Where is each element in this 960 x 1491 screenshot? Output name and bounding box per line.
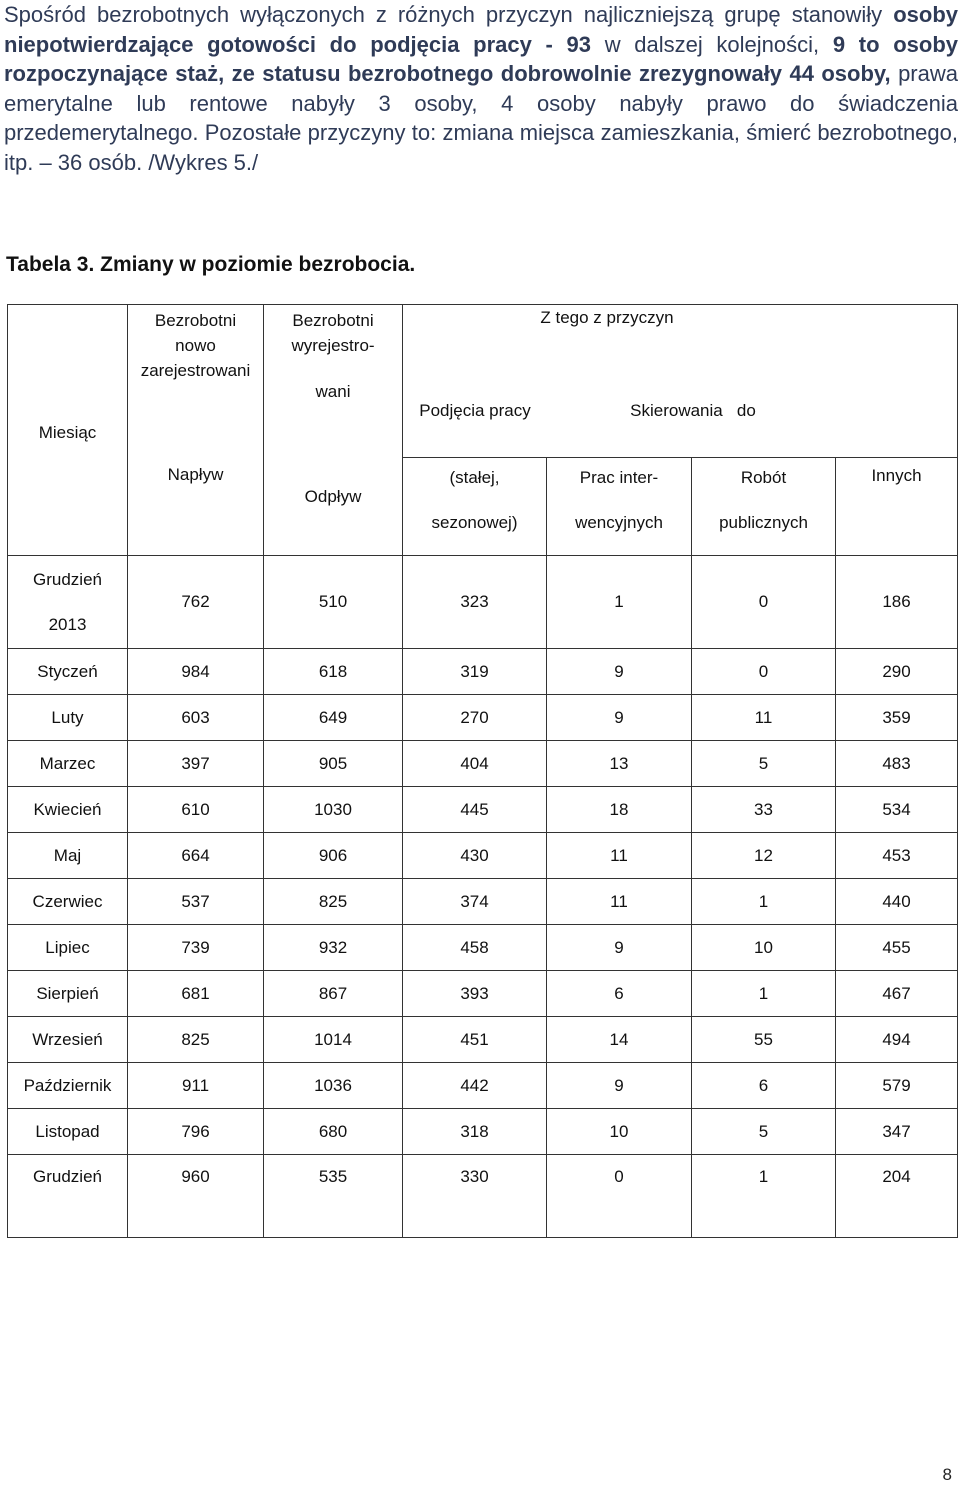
value-cell: 55: [692, 1017, 836, 1063]
month-cell: Czerwiec: [8, 879, 128, 925]
header-z-tego-label: Z tego z przyczyn: [540, 308, 674, 327]
header-robot: [692, 457, 836, 556]
header-prac-line2: wencyjnych: [575, 512, 663, 532]
page-number: 8: [942, 1465, 952, 1484]
value-cell: 825: [128, 1017, 264, 1063]
value-cell: 610: [128, 787, 264, 833]
table-row: [8, 1063, 958, 1109]
table-row: [8, 787, 958, 833]
header-robot-line1: Robót: [740, 467, 787, 487]
value-cell: 0: [692, 556, 836, 649]
value-cell: 323: [403, 556, 547, 649]
header-prac-line1: Prac inter-: [579, 467, 659, 487]
table-row: [8, 971, 958, 1017]
header-wyrej: [264, 305, 403, 458]
value-cell: 579: [836, 1063, 958, 1109]
value-cell: 1: [692, 879, 836, 925]
value-cell: 5: [692, 741, 836, 787]
header-odplyw-label: Odpływ: [304, 487, 362, 506]
value-cell: 430: [403, 833, 547, 879]
value-cell: 867: [264, 971, 403, 1017]
value-cell: 9: [547, 925, 692, 971]
value-cell: 14: [547, 1017, 692, 1063]
value-cell: 1030: [264, 787, 403, 833]
header-nowo: [128, 305, 264, 458]
value-cell: 9: [547, 1063, 692, 1109]
table-row: [8, 879, 958, 925]
paragraph-bold-1: osoby niepotwierdzające gotowości do podjęcia pracy - 93: [4, 2, 958, 57]
value-cell: 618: [264, 649, 403, 695]
value-cell: 984: [128, 649, 264, 695]
value-cell: 442: [403, 1063, 547, 1109]
value-cell: 318: [403, 1109, 547, 1155]
value-cell: 347: [836, 1109, 958, 1155]
header-prac: [547, 457, 692, 556]
month-cell: Luty: [8, 695, 128, 741]
value-cell: 33: [692, 787, 836, 833]
value-cell: 664: [128, 833, 264, 879]
value-cell: 12: [692, 833, 836, 879]
value-cell: 681: [128, 971, 264, 1017]
header-miesiac: [8, 305, 128, 458]
month-cell: Październik: [8, 1063, 128, 1109]
table-row: [8, 1155, 958, 1238]
month-cell: Grudzień: [8, 1155, 128, 1238]
intro-paragraph: [4, 0, 958, 177]
paragraph-text-3: prawa emerytalne lub rentowe nabyły 3 osoby, 4 osoby nabyły prawo do świadczenia przedemerytalnego. Pozostałe przyczyny to: zmiana miejsca zamieszkania, śmierć bezrobotnego, itp. – 36 osób. /Wykres 5./: [4, 61, 958, 175]
value-cell: 290: [836, 649, 958, 695]
table-row: [8, 649, 958, 695]
table-row: [8, 833, 958, 879]
header-wyrej-line3: wani: [315, 382, 351, 401]
value-cell: 9: [547, 695, 692, 741]
month-cell: [8, 556, 128, 649]
paragraph-text-1: Spośród bezrobotnych wyłączonych z różnych przyczyn najliczniejszą grupę stanowiły: [4, 2, 894, 27]
header-z-tego: [403, 305, 958, 458]
value-cell: 905: [264, 741, 403, 787]
header-row-1: [8, 305, 958, 458]
table-row: [8, 925, 958, 971]
value-cell: 270: [403, 695, 547, 741]
value-cell: 906: [264, 833, 403, 879]
header-wyrej-line2: wyrejestro-: [291, 336, 375, 355]
table-row: [8, 1017, 958, 1063]
value-cell: 11: [547, 879, 692, 925]
header-naplyw-label: Napływ: [167, 465, 224, 484]
month-cell: Listopad: [8, 1109, 128, 1155]
value-cell: 510: [264, 556, 403, 649]
value-cell: 11: [547, 833, 692, 879]
header-miesiac-blank: [8, 457, 128, 556]
value-cell: 455: [836, 925, 958, 971]
paragraph-bold-2: 9 to osoby rozpoczynające staż, ze statusu bezrobotnego dobrowolnie zrezygnowały 44 osoby,: [4, 31, 958, 86]
value-cell: 932: [264, 925, 403, 971]
month-cell: Marzec: [8, 741, 128, 787]
value-cell: 680: [264, 1109, 403, 1155]
value-cell: 467: [836, 971, 958, 1017]
value-cell: 6: [692, 1063, 836, 1109]
month-line2: 2013: [48, 615, 87, 634]
value-cell: 18: [547, 787, 692, 833]
month-cell: Wrzesień: [8, 1017, 128, 1063]
value-cell: 186: [836, 556, 958, 649]
header-nowo-line3: zarejestrowani: [140, 361, 251, 380]
value-cell: 1: [547, 556, 692, 649]
header-innych-label: Innych: [871, 465, 922, 485]
table-caption: Tabela 3. Zmiany w poziomie bezrobocia.: [6, 253, 416, 276]
value-cell: 494: [836, 1017, 958, 1063]
header-nowo-line1: Bezrobotni: [154, 311, 237, 330]
value-cell: 393: [403, 971, 547, 1017]
header-podjecia-label: Podjęcia pracy: [419, 401, 531, 420]
header-stalej-line2: sezonowej): [431, 512, 518, 532]
value-cell: 10: [547, 1109, 692, 1155]
value-cell: 458: [403, 925, 547, 971]
value-cell: 359: [836, 695, 958, 741]
header-naplyw: [128, 457, 264, 556]
value-cell: 13: [547, 741, 692, 787]
header-skierowania-label: Skierowania: [630, 401, 723, 420]
month-cell: Sierpień: [8, 971, 128, 1017]
value-cell: 796: [128, 1109, 264, 1155]
header-robot-line2: publicznych: [719, 512, 808, 532]
value-cell: 404: [403, 741, 547, 787]
value-cell: 9: [547, 649, 692, 695]
value-cell: 762: [128, 556, 264, 649]
header-odplyw: [264, 457, 403, 556]
table-row: [8, 695, 958, 741]
value-cell: 960: [128, 1155, 264, 1238]
value-cell: 397: [128, 741, 264, 787]
month-cell: Kwiecień: [8, 787, 128, 833]
value-cell: 374: [403, 879, 547, 925]
value-cell: 445: [403, 787, 547, 833]
header-nowo-line2: nowo: [175, 336, 216, 355]
value-cell: 0: [547, 1155, 692, 1238]
value-cell: 911: [128, 1063, 264, 1109]
month-cell: Maj: [8, 833, 128, 879]
value-cell: 1036: [264, 1063, 403, 1109]
header-row-2: [8, 457, 958, 556]
table-row: [8, 556, 958, 649]
value-cell: 10: [692, 925, 836, 971]
value-cell: 319: [403, 649, 547, 695]
header-skierowania-do: do: [736, 401, 756, 420]
header-stalej: [403, 457, 547, 556]
value-cell: 649: [264, 695, 403, 741]
header-skierowania: [553, 401, 833, 421]
value-cell: 483: [836, 741, 958, 787]
value-cell: 534: [836, 787, 958, 833]
header-innych: [836, 457, 958, 556]
value-cell: 1: [692, 971, 836, 1017]
value-cell: 5: [692, 1109, 836, 1155]
header-miesiac-label: Miesiąc: [38, 423, 97, 442]
month-cell: Lipiec: [8, 925, 128, 971]
month-cell: Styczeń: [8, 649, 128, 695]
header-wyrej-line1: Bezrobotni: [292, 311, 374, 330]
table-row: [8, 741, 958, 787]
value-cell: 739: [128, 925, 264, 971]
unemployment-table: [7, 304, 958, 1238]
table-row: [8, 1109, 958, 1155]
value-cell: 0: [692, 649, 836, 695]
header-stalej-line1: (stałej,: [449, 467, 500, 487]
value-cell: 453: [836, 833, 958, 879]
value-cell: 825: [264, 879, 403, 925]
value-cell: 537: [128, 879, 264, 925]
value-cell: 535: [264, 1155, 403, 1238]
value-cell: 440: [836, 879, 958, 925]
value-cell: 603: [128, 695, 264, 741]
value-cell: 451: [403, 1017, 547, 1063]
month-line1: Grudzień: [33, 570, 102, 589]
paragraph-text-2: w dalszej kolejności,: [591, 31, 833, 57]
value-cell: 11: [692, 695, 836, 741]
value-cell: 1014: [264, 1017, 403, 1063]
value-cell: 330: [403, 1155, 547, 1238]
value-cell: 204: [836, 1155, 958, 1238]
value-cell: 1: [692, 1155, 836, 1238]
value-cell: 6: [547, 971, 692, 1017]
